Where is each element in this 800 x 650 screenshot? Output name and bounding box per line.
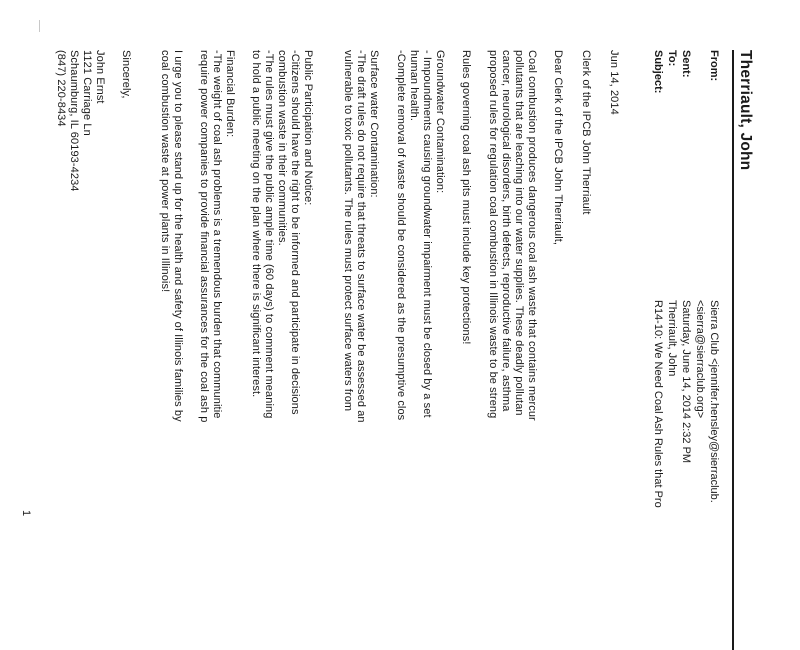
groundwater-line: - Impoundments causing groundwater impairment must be closed by a set xyxy=(421,50,433,418)
intro-line: pollutants that are leaching into our water supplies. These deadly pollutan xyxy=(513,50,525,416)
signature-city: Schaumburg, IL 60193-4234 xyxy=(68,50,80,192)
recipient-line: Clerk of the IPCB John Therriault xyxy=(580,50,592,215)
from-value: Sierra Club <jennifer.hensley@sierraclub. xyxy=(708,300,720,503)
to-label: To: xyxy=(666,50,678,67)
surface-water-heading: Surface water Contamination: xyxy=(368,50,380,198)
signoff: Sincerely, xyxy=(120,50,132,99)
closing-line: coal combustion waste at power plants in Illinois! xyxy=(159,50,171,293)
intro-line: proposed rules for regulation coal combustion in Illinois waste to be streng xyxy=(487,50,499,419)
page-number: 1 xyxy=(20,510,32,517)
surface-water-line: -The draft rules do not require that threats to surface water be assessed an xyxy=(355,50,367,423)
public-participation-line: to hold a public meeting on the plan where there is significant interest. xyxy=(250,50,262,398)
public-participation-line: -The rules must give the public ample time (60 days) to comment meaning xyxy=(263,50,275,419)
signature-street: 1121 Carriage Ln xyxy=(81,50,93,136)
document-title: Therriault, John xyxy=(737,50,754,171)
financial-line: require power companies to provide financial assurances for the coal ash p xyxy=(198,50,210,423)
surface-water-line: vulnerable to toxic pollutants. The rules must protect surface waters from xyxy=(342,50,354,412)
public-participation-line: -Citizens should have the right to be informed and participate in decisions xyxy=(289,50,301,415)
from-label: From: xyxy=(708,50,720,82)
financial-heading: Financial Burden: xyxy=(224,50,236,138)
public-participation-heading: Public Participation and Notice: xyxy=(302,50,314,206)
public-participation-line: combustion waste in their communities. xyxy=(276,50,288,246)
to-value: Therriault, John xyxy=(666,300,678,377)
intro-line: Coal combustion produces dangerous coal ash waste that contains mercur xyxy=(526,50,538,421)
salutation: Dear Clerk of the IPCB John Therriault, xyxy=(552,50,564,246)
letter-date: Jun 14, 2014 xyxy=(608,50,620,115)
closing-line: I urge you to please stand up for the health and safety of Illinois families by xyxy=(172,50,184,422)
rules-protections-line: Rules governing coal ash pits must include key protections! xyxy=(460,50,472,345)
subject-label: Subject: xyxy=(652,50,664,94)
signature-name: John Ernst xyxy=(94,50,106,104)
intro-line: cancer, neurological disorders, birth defects, reproductive failure, asthma xyxy=(500,50,512,412)
groundwater-heading: Groundwater Contamination: xyxy=(434,50,446,194)
from-value-address: <sierra@sierraclub.org> xyxy=(694,300,706,419)
groundwater-line: human health. xyxy=(408,50,420,122)
title-underline xyxy=(732,50,734,650)
groundwater-line: -Complete removal of waste should be considered as the presumptive clos xyxy=(395,50,407,421)
scan-edge-mark xyxy=(39,20,40,32)
subject-value: R14-10: We Need Coal Ash Rules that Pro xyxy=(652,300,664,508)
financial-line: -The weight of coal ash problems is a tremendous burden that communitie xyxy=(211,50,223,419)
signature-phone: (847) 220-8434 xyxy=(55,50,67,127)
sent-value: Saturday, June 14, 2014 2:32 PM xyxy=(680,300,692,464)
sent-label: Sent: xyxy=(680,50,692,78)
